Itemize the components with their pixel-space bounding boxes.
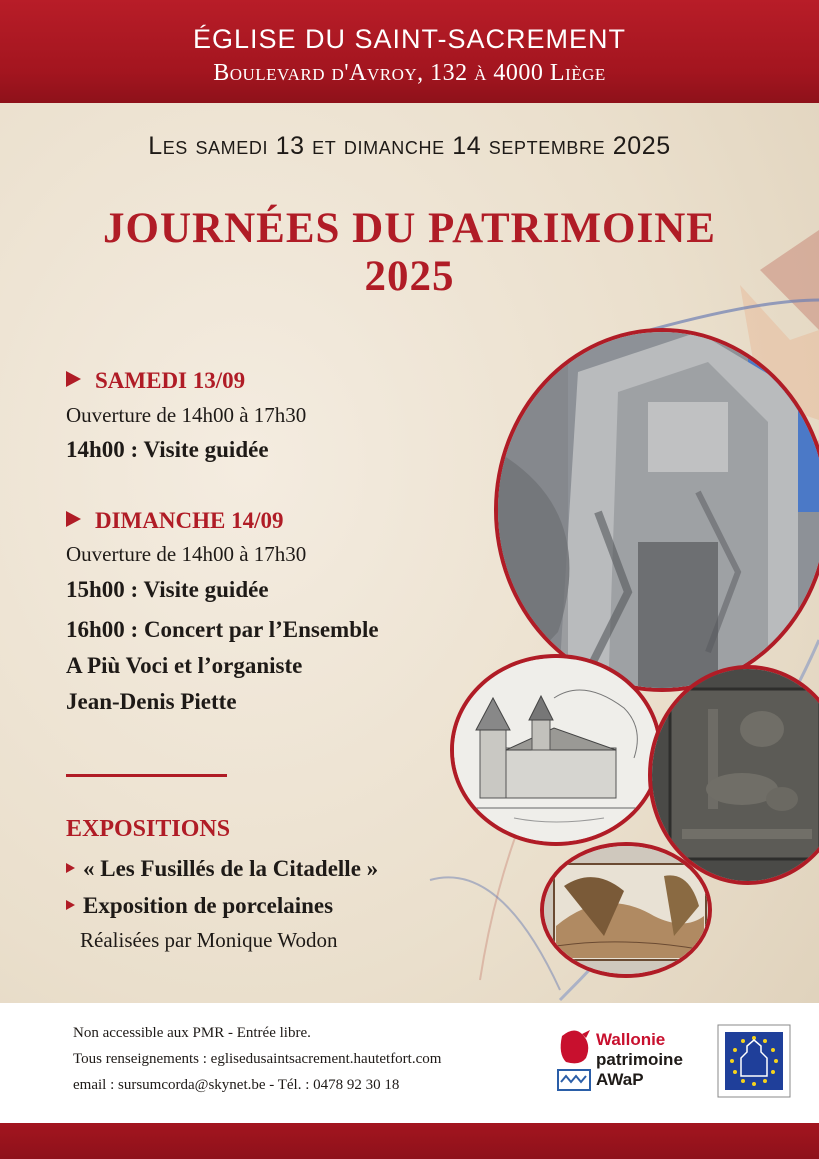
church-address: Boulevard d'Avroy, 132 à 4000 Liège [213,60,606,86]
logo-wallonie-text: Wallonie [596,1030,666,1049]
exposition-credit: Réalisées par Monique Wodon [80,928,338,952]
arrow-right-icon [66,900,75,910]
church-name: ÉGLISE DU SAINT-SACREMENT [192,24,627,54]
sunday-opening: Ouverture de 14h00 à 17h30 [66,542,307,566]
saturday-heading [66,368,245,394]
wallonie-patrimoine-logo [556,1026,706,1096]
saturday-event: 14h00 : Visite guidée [66,437,269,462]
saturday-label: SAMEDI 13/09 [95,368,246,393]
sunday-label: DIMANCHE 14/09 [95,508,284,533]
church-facade-photo [494,328,819,692]
sunday-event: 15h00 : Visite guidée [66,577,269,602]
expositions-heading: EXPOSITIONS [66,816,231,842]
heritage-days-logo [717,1024,791,1098]
saturday-opening: Ouverture de 14h00 à 17h30 [66,403,307,427]
footer-accessibility: Non accessible aux PMR - Entrée libre. [73,1025,311,1041]
exposition-item [66,893,333,919]
logo-awap-text: AWaP [596,1070,644,1089]
poster-title [0,205,819,301]
sunday-event: 16h00 : Concert par l’Ensemble [66,617,379,642]
exposition-item [66,856,378,882]
footer-contact: email : sursumcorda@skynet.be - Tél. : 0478 92 30 18 [73,1077,400,1093]
exposition-item-label: « Les Fusillés de la Citadelle » [83,856,379,881]
bottom-banner [0,1123,819,1159]
sunday-heading [66,508,283,534]
section-divider [66,774,227,777]
exposition-item-label: Exposition de porcelaines [83,893,334,918]
arrow-right-icon [66,511,81,527]
arrow-right-icon [66,371,81,387]
sunday-event: A Più Voci et l’organiste [66,653,303,678]
footer-info: Tous renseignements : eglisedusaintsacrement.hautetfort.com [73,1051,442,1067]
header-banner [0,0,819,103]
event-dates: Les samedi 13 et dimanche 14 septembre 2025 [148,132,671,160]
arrow-right-icon [66,863,75,873]
title-line-1: JOURNÉES DU PATRIMOINE [103,205,716,252]
chateau-drawing-photo [450,654,662,846]
logo-patrimoine-text: patrimoine [596,1050,683,1069]
title-year: 2025 [364,253,455,300]
rooster-icon [556,1026,594,1096]
sunday-event: Jean-Denis Piette [66,689,237,714]
porcelain-landscape-photo [540,842,712,978]
